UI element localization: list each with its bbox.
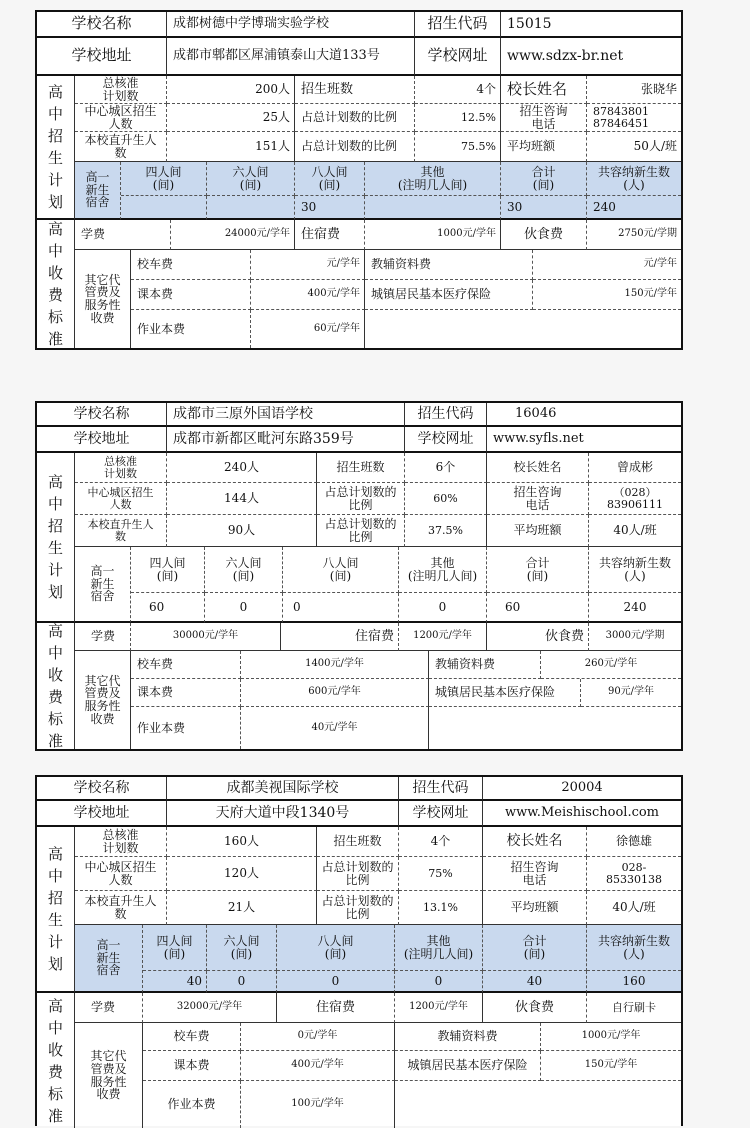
label-other-fees: 其它代 管费及 服务性 收费 — [75, 1023, 143, 1128]
label-dorm-8: 八人间 (间) — [277, 925, 395, 971]
label-class-count: 招生班数 — [295, 76, 415, 104]
dorm-other-count: 0 — [395, 971, 483, 993]
average-class-size: 50人/班 — [587, 132, 681, 162]
label-school-address: 学校地址 — [37, 38, 167, 76]
label-dorm-other: 其他 (注明几人间) — [395, 925, 483, 971]
dorm-capacity-count: 160 — [587, 971, 681, 993]
label-admission-code: 招生代码 — [405, 403, 487, 427]
dorm-8-count: 30 — [295, 196, 365, 220]
textbook-fee: 400元/学年 — [241, 1051, 395, 1081]
label-admission-code: 招生代码 — [415, 12, 501, 38]
label-dorm-total: 合计 (间) — [483, 925, 587, 971]
label-school-address: 学校地址 — [37, 427, 167, 453]
average-class-size: 40人/班 — [587, 891, 681, 925]
center-ratio: 75% — [399, 857, 483, 891]
label-dorm-section: 高一 新生 宿舍 — [75, 925, 143, 993]
direct-promotion: 21人 — [167, 891, 317, 925]
label-dorm-other: 其他 (注明几人间) — [365, 162, 501, 196]
workbook-fee: 100元/学年 — [241, 1081, 395, 1128]
meal-fee: 3000元/学期 — [589, 623, 681, 651]
direct-promotion: 151人 — [167, 132, 295, 162]
label-center-enrollment: 中心城区招生 人数 — [75, 104, 167, 132]
label-other-fees: 其它代 管费及 服务性 收费 — [75, 250, 131, 348]
dorm-capacity-count: 240 — [587, 196, 681, 220]
label-total-quota: 总核准 计划数 — [75, 827, 167, 857]
principal-name: 曾成彬 — [589, 453, 681, 483]
label-lodging: 住宿费 — [295, 220, 365, 250]
label-center-ratio: 占总计划数的 比例 — [317, 483, 405, 515]
label-dorm-6: 六人间 (间) — [207, 925, 277, 971]
label-center-enrollment: 中心城区招生 人数 — [75, 857, 167, 891]
dorm-4-count — [121, 196, 207, 220]
school-bus-fee: 元/学年 — [251, 250, 365, 280]
admission-code: 16046 — [487, 403, 681, 427]
lodging-fee: 1200元/学年 — [399, 623, 487, 651]
dorm-total-count: 30 — [501, 196, 587, 220]
consult-phone: 028- 85330138 — [587, 857, 681, 891]
empty-cell — [365, 310, 681, 348]
label-lodging: 住宿费 — [277, 993, 395, 1023]
label-medical-insurance: 城镇居民基本医疗保险 — [429, 679, 581, 707]
label-school-bus: 校车费 — [143, 1023, 241, 1051]
school-card-2 — [35, 401, 683, 751]
label-dorm-4: 四人间 (间) — [121, 162, 207, 196]
dorm-capacity-count: 240 — [589, 593, 681, 623]
label-medical-insurance: 城镇居民基本医疗保险 — [365, 280, 533, 310]
school-name: 成都树德中学博瑞实验学校 — [167, 12, 415, 38]
school-website[interactable]: www.Meishischool.com — [483, 801, 681, 827]
label-dorm-6: 六人间 (间) — [205, 547, 283, 593]
center-enrollment: 144人 — [167, 483, 317, 515]
label-total-quota: 总核准 计划数 — [75, 453, 167, 483]
principal-name: 张晓华 — [587, 76, 681, 104]
label-dorm-4: 四人间 (间) — [131, 547, 205, 593]
tutoring-materials-fee: 元/学年 — [533, 250, 681, 280]
label-school-address: 学校地址 — [37, 801, 167, 827]
label-tutoring-materials: 教辅资料费 — [365, 250, 533, 280]
label-principal: 校长姓名 — [487, 453, 589, 483]
lodging-fee: 1200元/学年 — [395, 993, 483, 1023]
school-address: 成都市郫都区犀浦镇泰山大道133号 — [167, 38, 415, 76]
admission-code: 20004 — [483, 777, 681, 801]
tuition-fee: 32000元/学年 — [143, 993, 277, 1023]
label-school-name: 学校名称 — [37, 777, 167, 801]
school-bus-fee: 1400元/学年 — [241, 651, 429, 679]
medical-insurance-fee: 90元/学年 — [581, 679, 681, 707]
label-textbook: 课本费 — [131, 280, 251, 310]
label-tuition: 学费 — [75, 623, 131, 651]
label-dorm-8: 八人间 (间) — [295, 162, 365, 196]
label-workbook: 作业本费 — [143, 1081, 241, 1128]
label-dorm-capacity: 共容纳新生数 (人) — [587, 162, 681, 196]
direct-ratio: 37.5% — [405, 515, 487, 547]
school-website[interactable]: www.syfls.net — [487, 427, 681, 453]
label-school-bus: 校车费 — [131, 651, 241, 679]
label-average-class-size: 平均班额 — [487, 515, 589, 547]
fee-standard-side-label: 高 中 收 费 标 准 — [37, 220, 75, 348]
direct-ratio: 13.1% — [399, 891, 483, 925]
class-count: 4个 — [415, 76, 501, 104]
label-school-bus: 校车费 — [131, 250, 251, 280]
label-lodging: 住宿费 — [281, 623, 399, 651]
label-school-website: 学校网址 — [405, 427, 487, 453]
label-center-enrollment: 中心城区招生 人数 — [75, 483, 167, 515]
empty-cell — [429, 707, 681, 749]
dorm-6-count — [207, 196, 295, 220]
consult-phone: （028） 83906111 — [589, 483, 681, 515]
dorm-4-count: 40 — [143, 971, 207, 993]
label-other-fees: 其它代 管费及 服务性 收费 — [75, 651, 131, 749]
label-dorm-6: 六人间 (间) — [207, 162, 295, 196]
label-consult-phone: 招生咨询 电话 — [483, 857, 587, 891]
label-school-name: 学校名称 — [37, 403, 167, 427]
total-quota: 200人 — [167, 76, 295, 104]
enrollment-plan-side-label: 高 中 招 生 计 划 — [37, 76, 75, 220]
label-direct-promotion: 本校直升生人 数 — [75, 891, 167, 925]
school-website[interactable]: www.sdzx-br.net — [501, 38, 681, 76]
average-class-size: 40人/班 — [589, 515, 681, 547]
label-meal: 伙食费 — [501, 220, 587, 250]
consult-phone: 87843801 87846451 — [587, 104, 681, 132]
tuition-fee: 30000元/学年 — [131, 623, 281, 651]
dorm-other-count: 0 — [399, 593, 487, 623]
enrollment-plan-side-label: 高 中 招 生 计 划 — [37, 827, 75, 993]
tutoring-materials-fee: 1000元/学年 — [541, 1023, 681, 1051]
label-tuition: 学费 — [75, 220, 171, 250]
meal-fee: 2750元/学期 — [587, 220, 681, 250]
tuition-fee: 24000元/学年 — [171, 220, 295, 250]
dorm-total-count: 40 — [483, 971, 587, 993]
center-enrollment: 120人 — [167, 857, 317, 891]
label-consult-phone: 招生咨询 电话 — [487, 483, 589, 515]
label-direct-promotion: 本校直升生人 数 — [75, 132, 167, 162]
principal-name: 徐德雄 — [587, 827, 681, 857]
center-ratio: 60% — [405, 483, 487, 515]
label-workbook: 作业本费 — [131, 707, 241, 749]
medical-insurance-fee: 150元/学年 — [541, 1051, 681, 1081]
school-address: 成都市新都区毗河东路359号 — [167, 427, 405, 453]
dorm-other-count — [365, 196, 501, 220]
label-direct-ratio: 占总计划数的比例 — [295, 132, 415, 162]
label-dorm-total: 合计 (间) — [501, 162, 587, 196]
fee-standard-side-label: 高 中 收 费 标 准 — [37, 993, 75, 1128]
label-dorm-8: 八人间 (间) — [283, 547, 399, 593]
label-school-website: 学校网址 — [399, 801, 483, 827]
label-average-class-size: 平均班额 — [483, 891, 587, 925]
dorm-8-count: 0 — [277, 971, 395, 993]
dorm-8-count: 0 — [283, 593, 399, 623]
workbook-fee: 60元/学年 — [251, 310, 365, 348]
label-total-quota: 总核准 计划数 — [75, 76, 167, 104]
label-direct-ratio: 占总计划数的 比例 — [317, 891, 399, 925]
class-count: 4个 — [399, 827, 483, 857]
school-address: 天府大道中段1340号 — [167, 801, 399, 827]
label-meal: 伙食费 — [487, 623, 589, 651]
label-average-class-size: 平均班额 — [501, 132, 587, 162]
dorm-total-count: 60 — [487, 593, 589, 623]
label-principal: 校长姓名 — [483, 827, 587, 857]
label-school-name: 学校名称 — [37, 12, 167, 38]
label-principal: 校长姓名 — [501, 76, 587, 104]
label-dorm-section: 高一 新生 宿舍 — [75, 547, 131, 623]
direct-ratio: 75.5% — [415, 132, 501, 162]
label-consult-phone: 招生咨询 电话 — [501, 104, 587, 132]
class-count: 6个 — [405, 453, 487, 483]
school-name: 成都市三原外国语学校 — [167, 403, 405, 427]
lodging-fee: 1000元/学年 — [365, 220, 501, 250]
label-dorm-other: 其他 (注明几人间) — [399, 547, 487, 593]
label-school-website: 学校网址 — [415, 38, 501, 76]
label-dorm-total: 合计 (间) — [487, 547, 589, 593]
direct-promotion: 90人 — [167, 515, 317, 547]
label-admission-code: 招生代码 — [399, 777, 483, 801]
label-meal: 伙食费 — [483, 993, 587, 1023]
center-enrollment: 25人 — [167, 104, 295, 132]
label-center-ratio: 占总计划数的比例 — [295, 104, 415, 132]
label-tutoring-materials: 教辅资料费 — [395, 1023, 541, 1051]
school-bus-fee: 0元/学年 — [241, 1023, 395, 1051]
medical-insurance-fee: 150元/学年 — [533, 280, 681, 310]
label-medical-insurance: 城镇居民基本医疗保险 — [395, 1051, 541, 1081]
total-quota: 240人 — [167, 453, 317, 483]
school-name: 成都美视国际学校 — [167, 777, 399, 801]
dorm-6-count: 0 — [207, 971, 277, 993]
school-card-1 — [35, 10, 683, 350]
label-class-count: 招生班数 — [317, 827, 399, 857]
label-direct-promotion: 本校直升生人 数 — [75, 515, 167, 547]
dorm-6-count: 0 — [205, 593, 283, 623]
label-center-ratio: 占总计划数的 比例 — [317, 857, 399, 891]
admission-code: 15015 — [501, 12, 681, 38]
dorm-4-count: 60 — [131, 593, 205, 623]
label-tuition: 学费 — [75, 993, 143, 1023]
label-textbook: 课本费 — [131, 679, 241, 707]
label-workbook: 作业本费 — [131, 310, 251, 348]
meal-fee: 自行刷卡 — [587, 993, 681, 1023]
label-dorm-capacity: 共容纳新生数 (人) — [589, 547, 681, 593]
tutoring-materials-fee: 260元/学年 — [541, 651, 681, 679]
total-quota: 160人 — [167, 827, 317, 857]
fee-standard-side-label: 高 中 收 费 标 准 — [37, 623, 75, 749]
school-card-3 — [35, 775, 683, 1126]
label-textbook: 课本费 — [143, 1051, 241, 1081]
center-ratio: 12.5% — [415, 104, 501, 132]
textbook-fee: 400元/学年 — [251, 280, 365, 310]
label-dorm-section: 高一 新生 宿舍 — [75, 162, 121, 220]
label-dorm-capacity: 共容纳新生数 (人) — [587, 925, 681, 971]
workbook-fee: 40元/学年 — [241, 707, 429, 749]
label-class-count: 招生班数 — [317, 453, 405, 483]
label-dorm-4: 四人间 (间) — [143, 925, 207, 971]
empty-cell — [395, 1081, 681, 1128]
enrollment-plan-side-label: 高 中 招 生 计 划 — [37, 453, 75, 623]
textbook-fee: 600元/学年 — [241, 679, 429, 707]
label-tutoring-materials: 教辅资料费 — [429, 651, 541, 679]
label-direct-ratio: 占总计划数的 比例 — [317, 515, 405, 547]
